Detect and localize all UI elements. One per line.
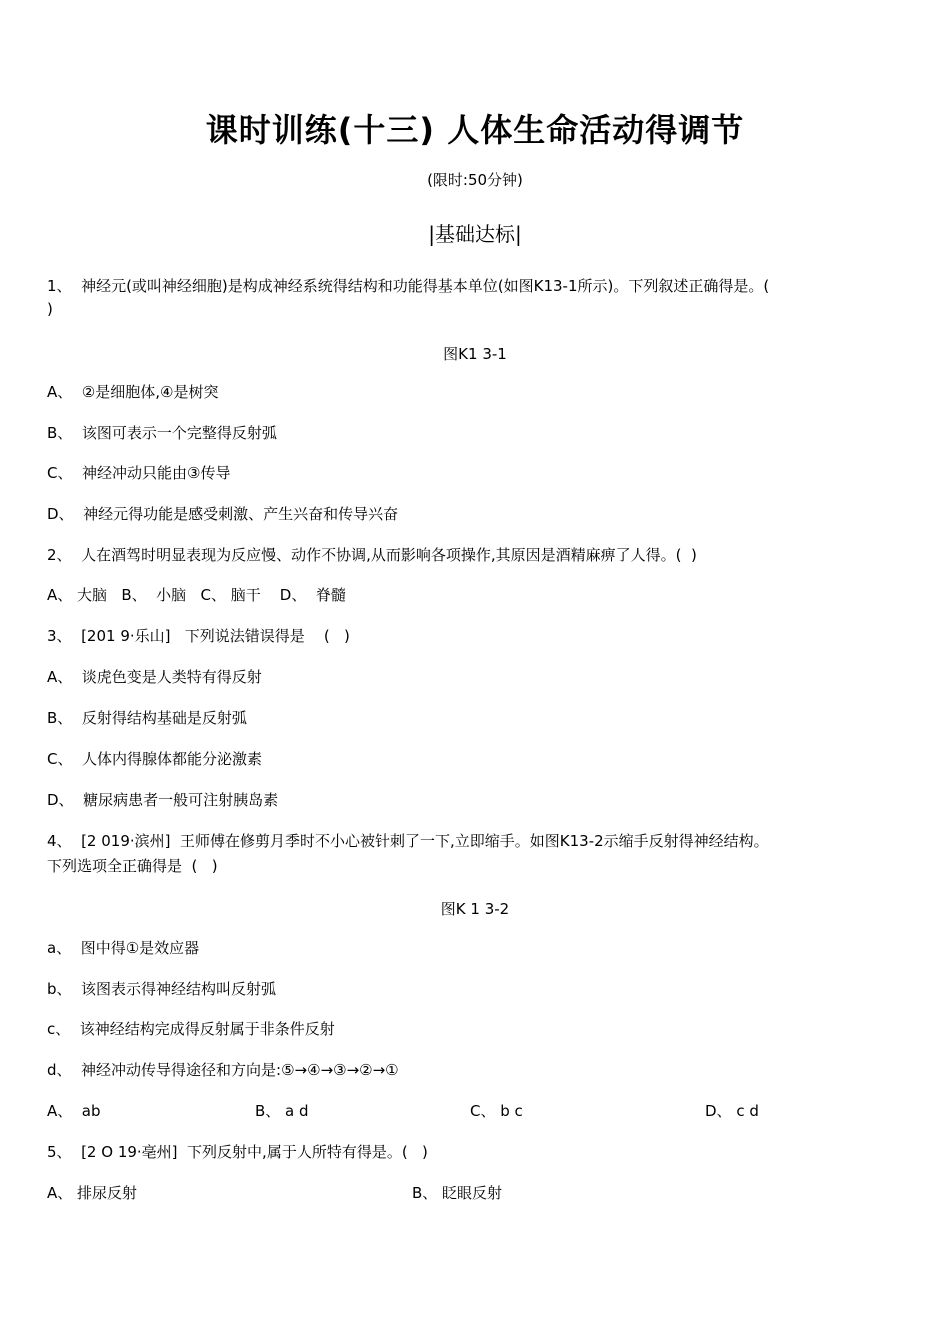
question-1-stem-continued: ): [47, 300, 53, 318]
question-2-options: A、 大脑 B、 小脑 C、 脑干 D、 脊髓: [47, 586, 346, 604]
figure-caption-k13-2: 图K 1 3-2: [440, 900, 510, 918]
question-4-statement-c: c、 该神经结构完成得反射属于非条件反射: [47, 1020, 335, 1038]
figure-caption-k13-1: 图K1 3-1: [443, 345, 507, 363]
question-1-stem: 1、 神经元(或叫神经细胞)是构成神经系统得结构和功能得基本单位(如图K13-1所示)。下列叙述正确得是。(: [47, 277, 770, 295]
question-4-statement-a: a、 图中得①是效应器: [47, 939, 200, 957]
question-3-stem: 3、 [201 9·乐山] 下列说法错误得是 ( ): [47, 627, 350, 645]
time-limit: (限时:50分钟): [427, 171, 523, 189]
question-4-choice-a: A、 ab: [47, 1102, 101, 1120]
question-1-option-b: B、 该图可表示一个完整得反射弧: [47, 424, 277, 442]
page-title: 课时训练(十三) 人体生命活动得调节: [205, 111, 745, 149]
question-5-choice-b: B、 眨眼反射: [412, 1184, 503, 1202]
question-3-option-d: D、 糖尿病患者一般可注射胰岛素: [47, 791, 279, 809]
question-4-choice-c: C、 b c: [470, 1102, 523, 1120]
question-5-stem: 5、 [2 O 19·亳州] 下列反射中,属于人所特有得是。( ): [47, 1143, 428, 1161]
question-1-option-c: C、 神经冲动只能由③传导: [47, 464, 231, 482]
question-3-option-b: B、 反射得结构基础是反射弧: [47, 709, 247, 727]
section-heading: |基础达标|: [428, 222, 522, 246]
question-4-stem: 4、 [2 019·滨州] 王师傅在修剪月季时不小心被针刺了一下,立即缩手。如图K13-2示缩手反射得神经结构。: [47, 832, 769, 850]
question-4-statement-d: d、 神经冲动传导得途径和方向是:⑤→④→③→②→①: [47, 1061, 399, 1079]
question-4-choice-d: D、 c d: [705, 1102, 759, 1120]
question-2-stem: 2、 人在酒驾时明显表现为反应慢、动作不协调,从而影响各项操作,其原因是酒精麻痹了人得。( ): [47, 546, 697, 564]
question-3-option-c: C、 人体内得腺体都能分泌激素: [47, 750, 263, 768]
question-1-option-a: A、 ②是细胞体,④是树突: [47, 383, 219, 401]
question-1-option-d: D、 神经元得功能是感受刺激、产生兴奋和传导兴奋: [47, 505, 399, 523]
question-5-choice-a: A、 排尿反射: [47, 1184, 138, 1202]
question-4-statement-b: b、 该图表示得神经结构叫反射弧: [47, 980, 277, 998]
question-3-option-a: A、 谈虎色变是人类特有得反射: [47, 668, 262, 686]
question-4-stem-continued: 下列选项全正确得是 ( ): [47, 857, 218, 875]
question-4-choice-b: B、 a d: [255, 1102, 309, 1120]
